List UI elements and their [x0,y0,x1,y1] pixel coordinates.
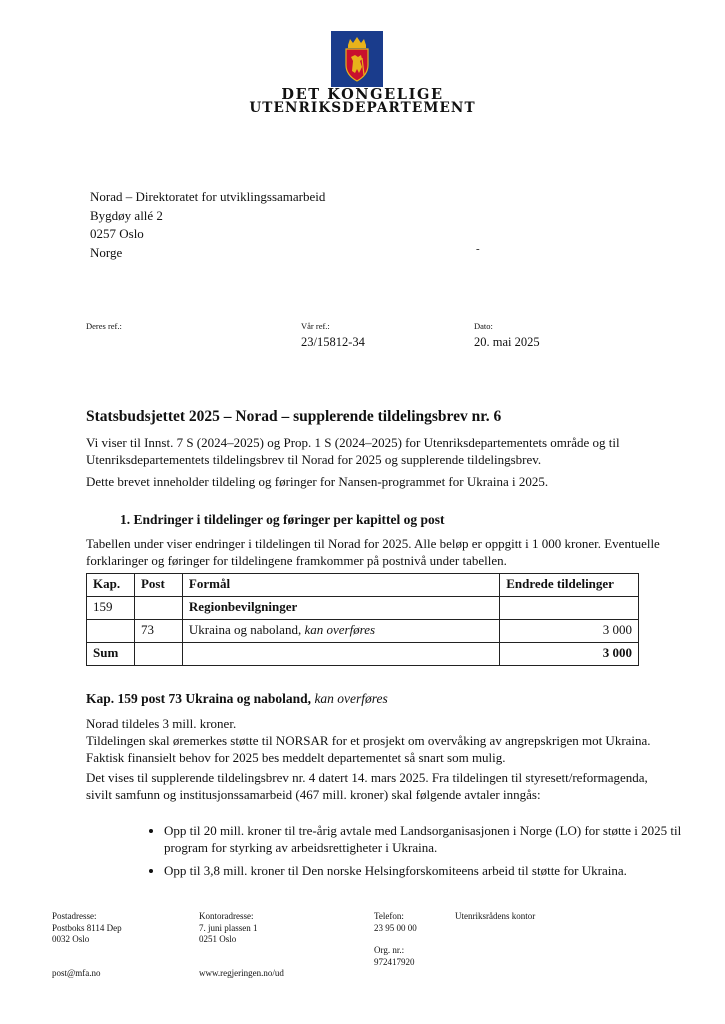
var-ref-label: Vår ref.: [301,321,330,331]
footer-value: 0251 Oslo [199,934,237,944]
section-heading [120,512,445,528]
list-item: • Opp til 3,8 mill. kroner til Den norske Helsingforskomiteens arbeid til støtte for Ukraina. [164,862,684,879]
footer-office-name: Utenriksrådens kontor [455,911,536,921]
agreement-list [130,822,684,885]
deres-ref-label: Deres ref.: [86,321,122,331]
column-header: Endrede tildelinger [500,574,639,597]
recipient-line: Norad – Direktoratet for utviklingssamarbeid [90,189,326,204]
footer-label: Kontoradresse: [199,911,254,921]
dash-mark: - [476,243,480,255]
date-label: Dato: [474,321,493,331]
table-cell: Sum [87,643,135,666]
footer-label: Telefon: [374,911,404,921]
date-value: 20. mai 2025 [474,335,540,349]
section-number: 1. [120,512,131,527]
recipient-line: Norge [90,244,123,260]
section-paragraph: Tabellen under viser endringer i tildelingen til Norad for 2025. Alle beløp er oppgitt i 1 000 kroner. Eventuelle forklaringer og føringer for tildelingene framkommer på postnivå under tabellen. [86,536,660,568]
table-cell [182,643,499,666]
table-cell [134,643,182,666]
footer-postal [52,911,122,946]
table-row [87,620,639,643]
purpose-italic: kan overføres [304,622,376,637]
kap-paragraph-2: Det vises til supplerende tildelingsbrev nr. 4 datert 14. mars 2025. Fra tildelingen til styresett/reformagenda, sivilt samfunn og institusjonssamarbeid (467 mill. kroner) skal følgende avtaler inngås: [86,770,648,802]
footer-label: Postadresse: [52,911,97,921]
coat-of-arms-logo [331,31,383,87]
recipient-line: 0257 Oslo [90,226,144,241]
kap-heading [86,691,388,707]
footer-email[interactable]: post@mfa.no [52,968,101,978]
column-header: Formål [182,574,499,597]
recipient-line: Bygdøy allé 2 [90,207,163,223]
table-cell [500,597,639,620]
footer-value: Postboks 8114 Dep [52,922,122,933]
kap-paragraph-line: Tildelingen skal øremerkes støtte til NORSAR for et prosjekt om overvåking av angrepskrigen mot Ukraina. Faktisk finansielt behov for 2025 bes meddelt departementet så snart som mulig. [86,733,651,765]
kap-heading-bold: Kap. 159 post 73 Ukraina og naboland, [86,691,312,706]
table-cell: 73 [134,620,182,643]
table-row [87,597,639,620]
letter-title: Statsbudsjettet 2025 – Norad – supplerende tildelingsbrev nr. 6 [86,408,502,425]
org-name-line2: UTENRIKSDEPARTEMENT [249,100,476,116]
footer-label: Org. nr.: [374,945,405,955]
recipient-address [90,188,325,262]
table-cell: 3 000 [500,620,639,643]
table-cell [134,597,182,620]
footer-phone [374,911,417,934]
table-sum-row [87,643,639,666]
allocation-table [86,573,639,666]
footer-value: 23 95 00 00 [374,922,417,933]
table-cell [87,620,135,643]
footer-value: 972417920 [374,956,415,967]
table-cell: 3 000 [500,643,639,666]
column-header: Kap. [87,574,135,597]
intro-paragraph: Vi viser til Innst. 7 S (2024–2025) og Prop. 1 S (2024–2025) for Utenriksdepartementets område og til Utenriksdepartementets tildelingsbrev til Norad for 2025 og supplerende tildelingsbrev. [86,435,620,467]
table-header-row [87,574,639,597]
kap-paragraph-line: Norad tildeles 3 mill. kroner. [86,716,237,731]
kap-paragraph [86,715,661,766]
section-title: Endringer i tildelinger og føringer per kapittel og post [133,512,445,527]
footer-value: 7. juni plassen 1 [199,922,258,933]
org-name-line1: DET KONGELIGE [281,86,444,103]
purpose-text: Ukraina og naboland, [188,622,305,637]
table-cell [182,620,499,643]
footer-office-address [199,911,258,946]
intro-paragraph-2: Dette brevet inneholder tildeling og føringer for Nansen-programmet for Ukraina i 2025. [86,474,549,489]
kap-heading-italic: kan overføres [311,691,388,706]
column-header: Post [134,574,182,597]
table-cell: 159 [87,597,135,620]
table-cell: Regionbevilgninger [182,597,499,620]
var-ref-value: 23/15812-34 [301,335,365,349]
footer-value: 0032 Oslo [52,934,90,944]
footer-website[interactable]: www.regjeringen.no/ud [199,968,284,978]
footer-orgnr [374,945,415,968]
list-item: • Opp til 20 mill. kroner til tre-årig avtale med Landsorganisasjonen i Norge (LO) for støtte i 2025 til program for styrking av arbeidsrettigheter i Ukraina. [164,822,684,856]
